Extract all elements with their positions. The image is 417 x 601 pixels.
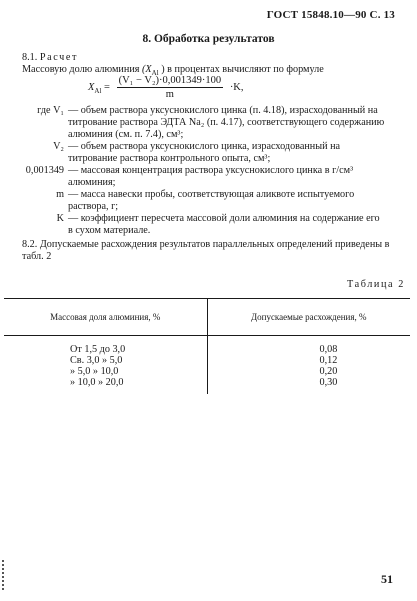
table-row <box>4 366 410 377</box>
paragraph-8-2: 8.2. Допускаемые расхождения результатов параллельных определений приведены в табл. 2 <box>22 239 390 262</box>
table-cell-range: От 1,5 до 3,0 <box>4 336 207 356</box>
table-cell-tolerance: 0,08 <box>319 344 338 355</box>
table-row <box>4 377 410 394</box>
scan-edge-mark <box>2 560 7 590</box>
legend-term: где V₁ <box>37 105 64 116</box>
formula-lhs: X <box>88 81 95 93</box>
paragraph-heading: Расчет <box>39 52 79 63</box>
legend-text: — коэффициент пересчета массовой доли алюминия на содержание его в сухом материале. <box>68 213 380 236</box>
legend-text: — массовая концентрация раствора уксуснокислого цинка в г/см³ алюминия; <box>68 165 354 188</box>
legend-text: — объем раствора уксуснокислого цинка (п. 4.18), израсходованный на титрование раствора ЭДТА Na₂ (п. 4.17), соответствующего содержанию алюминия (см. п. 7.4), см³; <box>68 105 385 140</box>
legend-text: — объем раствора уксуснокислого цинка, израсходованный на титрование раствора контрольного опыта, см³; <box>68 141 341 164</box>
column-header-aluminium-fraction: Массовая доля алюминия, % <box>4 299 207 336</box>
table-row <box>4 336 410 356</box>
section-title: 8. Обработка результатов <box>142 33 275 45</box>
legend-item <box>4 213 404 241</box>
paragraph-8-1-heading <box>22 52 78 64</box>
table-cell-tolerance: 0,30 <box>319 377 338 388</box>
table-cell-range: » 5,0 » 10,0 <box>4 366 207 377</box>
formula-numerator: (V₁ − V₂)·0,001349·100 <box>118 75 222 86</box>
intro-text-end: ) в процентах вычисляют по формуле <box>161 64 324 75</box>
table-header-row <box>4 299 410 336</box>
formula-lhs-subscript: Al <box>94 87 102 95</box>
table-cell-tolerance: 0,20 <box>319 366 338 377</box>
intro-symbol: (X <box>142 64 152 75</box>
paragraph-number: 8.1. <box>22 52 38 63</box>
tolerance-table <box>4 298 410 394</box>
intro-text-start: Массовую долю алюминия <box>22 64 140 75</box>
standard-header: ГОСТ 15848.10—90 С. 13 <box>266 9 395 21</box>
legend-term: V₂ <box>53 141 64 152</box>
formula-denominator: m <box>165 89 174 100</box>
table-caption: Таблица 2 <box>347 279 405 290</box>
table-row <box>4 355 410 366</box>
legend-term: 0,001349 <box>25 165 64 176</box>
page-number: 51 <box>381 572 393 586</box>
formula-tail: ·K, <box>229 81 244 93</box>
legend-text: — масса навески пробы, соответствующая аликвоте испытуемого раствора, г; <box>68 189 355 212</box>
legend-item <box>4 105 404 145</box>
table-cell-range: Св. 3,0 » 5,0 <box>4 355 207 366</box>
column-header-tolerance: Допускаемые расхождения, % <box>207 299 410 336</box>
formula-fraction <box>117 75 224 100</box>
legend-term: K <box>56 213 64 224</box>
intro-symbol-subscript: Al <box>151 69 159 78</box>
legend-term: m <box>56 189 64 200</box>
table-cell-tolerance: 0,12 <box>319 355 338 366</box>
table-cell-range: » 10,0 » 20,0 <box>4 377 207 394</box>
formula-equals: = <box>104 81 110 93</box>
formula <box>88 75 244 100</box>
